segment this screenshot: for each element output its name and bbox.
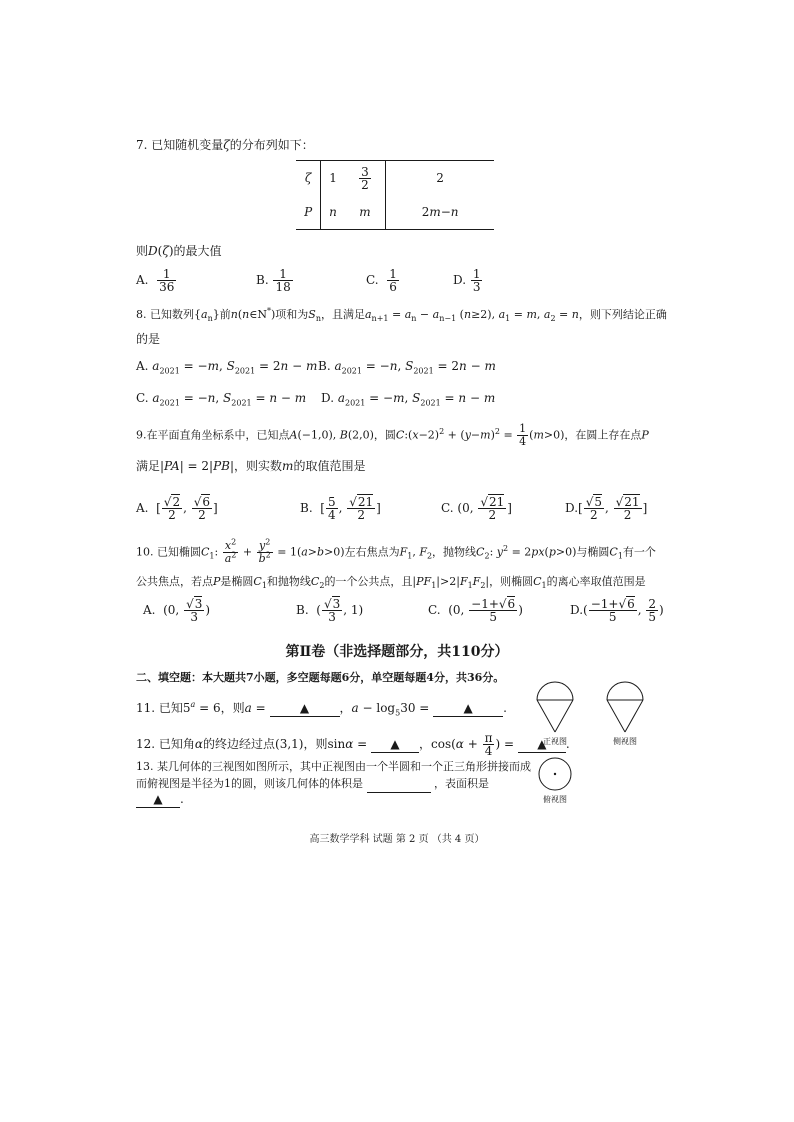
q13-line3: ▲ . [136, 791, 184, 808]
q9-option-a: A. [ $\frac{√2}{2}$ , $\frac{√6}{2}$ ] [136, 495, 218, 522]
q10-option-b: B. ( $\frac{√3}{3}$ , 1) [296, 597, 364, 624]
q13-line2: 而俯视图是半径为1的圆，则该几何体的体积是 ，表面积是 [136, 776, 489, 793]
q10-option-c: C. (0, $\frac{-1+√6}{5}$ ) [428, 597, 523, 624]
q9-option-c: C. (0, $\frac{√21}{2}$ ] [441, 495, 512, 522]
q8-option-d: D. $a_{2021} = -m$, $S_{2021} = n - m$ [321, 391, 496, 408]
side-view-label: 侧视图 [613, 737, 637, 746]
q8-option-b: B. $a_{2021} = -n$, $S_{2021} = 2n - m$ [318, 359, 496, 376]
page-footer: 高三数学学科 试题 第 2 页 （共 4 页） [309, 834, 485, 845]
front-view-figure [535, 680, 575, 736]
q9-stem: 9.在平面直角坐标系中，已知点A(−1,0), B(2,0)，圆$C:(x-2)^2 + (y-m)^2$ = $\frac{1}{4}$ (m>0)，在圆上存在点P [136, 422, 649, 448]
q7-ask: 则D(ζ)的最大值 [136, 244, 222, 258]
q8-stem-cont: 的是 [136, 332, 161, 346]
q7-option-c: C. $\frac{1}{6}$ [366, 267, 397, 294]
q8-option-c: C. $a_{2021} = -n$, $S_{2021} = n - m$ [136, 391, 307, 408]
q7-distribution-table: ζ 1 $\frac{3}{2}$ 2 P n m 2m−n [296, 160, 494, 230]
q9-option-d: D.[ $\frac{√5}{2}$ , $\frac{√21}{2}$ ] [565, 495, 648, 522]
section-2-intro: 二、填空题：本大题共7小题，多空题每题6分，单空题每题4分，共36分。 [136, 671, 505, 684]
q12-stem: 12. 已知角α的终边经过点(3,1)，则sinα = ▲ ，cos(α + $\frac{\pi}{4}$ ) = ▲ . [136, 731, 570, 758]
q7-option-a: A. $\frac{1}{36}$ [136, 267, 175, 294]
q11-stem: 11. 已知$5^a = 6$，则a = ▲ ，$a - \log_530$ = ▲ . [136, 700, 507, 718]
q8-stem: 8. 已知数列$\{a_n\}$前n(n∈N*)项和为$S_n$，且满足$a_{n+1} = a_n - a_{n-1}$ (n≥2), $a_1 = m$, $a_2 = n$，则下列结论正确 [136, 306, 667, 324]
q10-option-a: A. (0, $\frac{√3}{3}$ ) [143, 597, 211, 624]
q7-option-b: B. $\frac{1}{18}$ [256, 267, 291, 294]
front-view-label: 正视图 [543, 737, 567, 746]
q10-stem: 10. 已知椭圆$C_1$: $\frac{x^2}{a^2}$ + $\frac{y^2}{b^2}$ = 1(a>b>0)左右焦点为$F_1$, $F_2$，抛物线$C_2$: $y^2 = 2px(p>0)$与椭圆$C_1$有一个 [136, 537, 656, 565]
q8-option-a: A. $a_{2021} = -m$, $S_{2021} = 2n - m$ [136, 359, 318, 376]
side-view-figure [605, 680, 645, 736]
q7-option-d: D. $\frac{1}{3}$ [453, 267, 481, 294]
top-view-label: 俯视图 [543, 795, 567, 804]
q7-stem: 7. 已知随机变量ζ的分布列如下： [136, 138, 314, 152]
section-2-title: 第Ⅱ卷（非选择题部分，共110分） [285, 644, 509, 660]
q13-line1: 13. 某几何体的三视图如图所示，其中正视图由一个半圆和一个正三角形拼接而成 [136, 760, 531, 773]
q10-option-d: D.( $\frac{-1+√6}{5}$ , $\frac{2}{5}$ ) [570, 597, 664, 624]
q9-option-b: B. [ $\frac{5}{4}$ , $\frac{√21}{2}$ ] [300, 495, 381, 522]
q9-stem-cont: 满足|PA| = 2|PB|，则实数m的取值范围是 [136, 459, 366, 473]
q10-stem-cont: 公共焦点，若点P是椭圆$C_1$和抛物线$C_2$的一个公共点，且$|PF_1|>2|F_1F_2|$，则椭圆$C_1$的离心率取值范围是 [136, 575, 646, 591]
top-view-figure [537, 756, 573, 792]
